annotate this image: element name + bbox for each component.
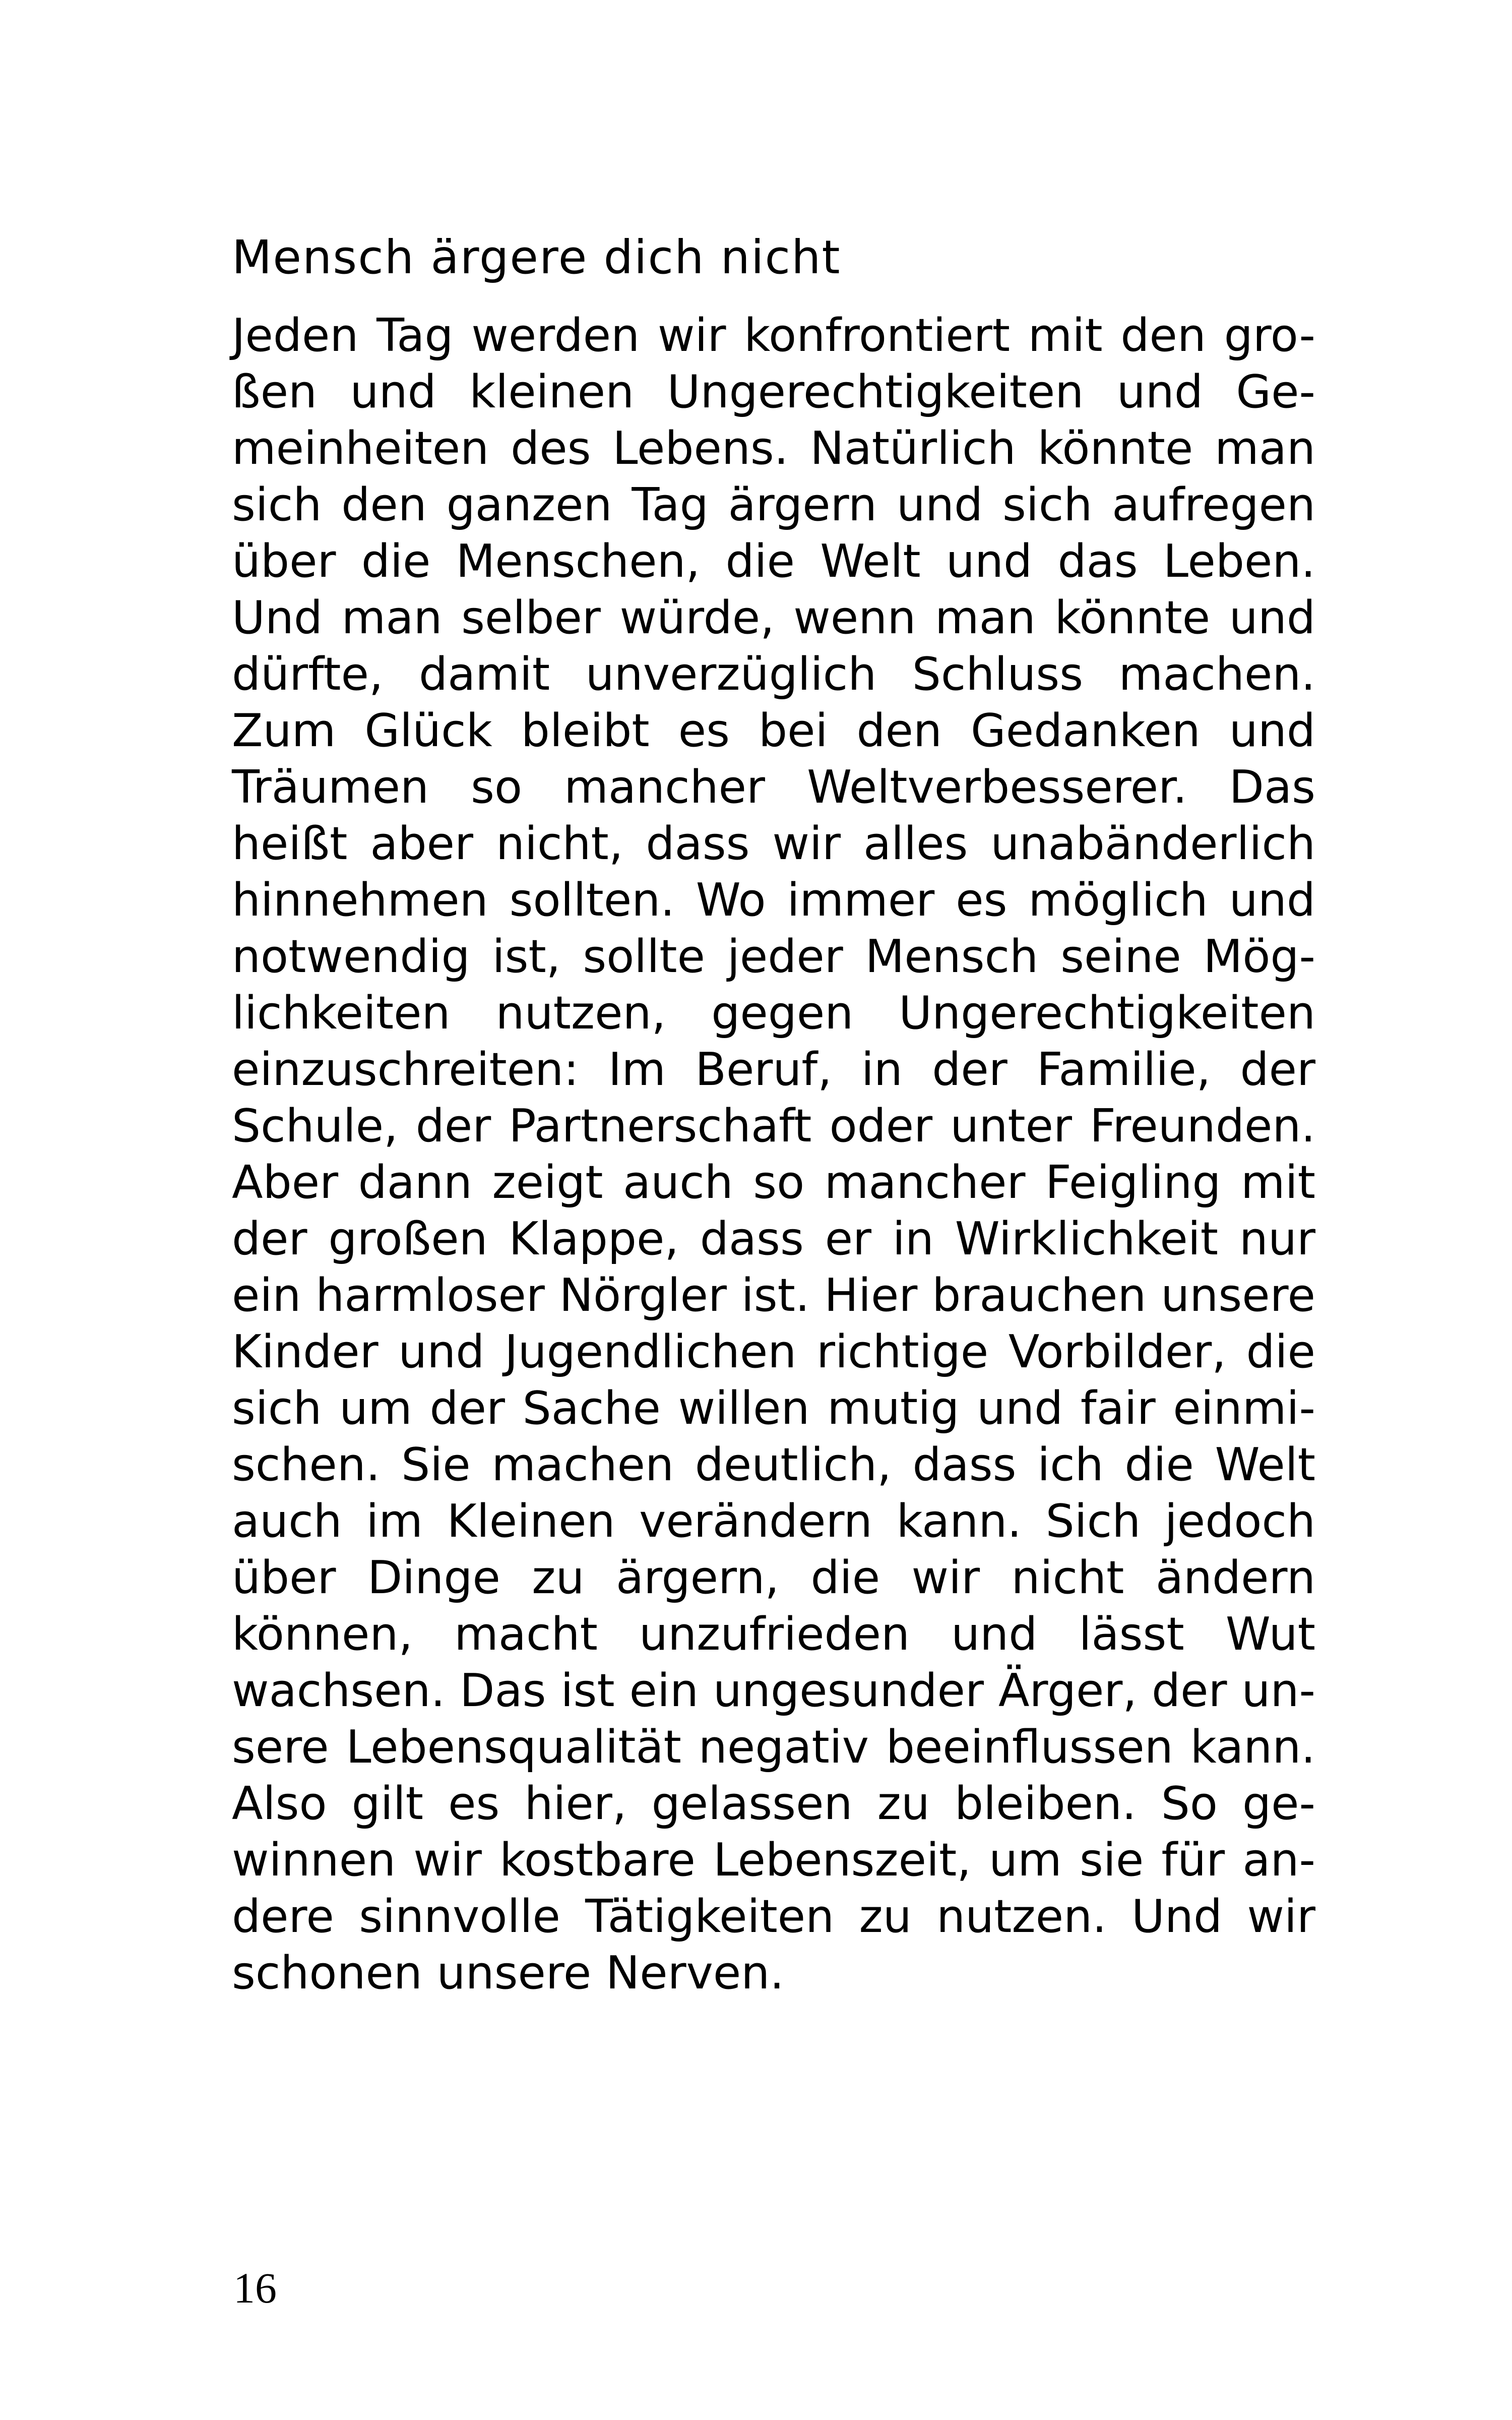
text-line: wachsen. Das ist ein ungesunder Ärger, der un- [232,1664,1315,1717]
text-line: der großen Klappe, dass er in Wirklichkeit nur [232,1213,1315,1265]
text-line: notwendig ist, sollte jeder Mensch seine Mög- [232,930,1315,983]
text-line: ein harmloser Nörgler ist. Hier brauchen unsere [232,1269,1315,1322]
text-line: Kinder und Jugendlichen richtige Vorbilder, die [232,1325,1315,1378]
text-line: Jeden Tag werden wir konfrontiert mit den gro- [232,309,1315,362]
text-line: über die Menschen, die Welt und das Leben. [232,535,1315,588]
text-line: Also gilt es hier, gelassen zu bleiben. So ge- [232,1777,1315,1830]
text-line: auch im Kleinen verändern kann. Sich jedoch [232,1495,1315,1548]
text-line: dürfte, damit unverzüglich Schluss machen. [232,648,1315,701]
text-line: sere Lebensqualität negativ beeinflussen kann. [232,1721,1315,1774]
page-title: Mensch ärgere dich nicht [232,230,841,284]
text-line: schen. Sie machen deutlich, dass ich die Welt [232,1438,1315,1491]
text-line: Schule, der Partnerschaft oder unter Freunden. [232,1100,1315,1153]
body-text [232,308,1315,2002]
text-line: einzuschreiten: Im Beruf, in der Familie, der [232,1043,1315,1096]
text-line: Und man selber würde, wenn man könnte und [232,591,1315,644]
text-line: Träumen so mancher Weltverbesserer. Das [232,761,1315,814]
text-line: sich den ganzen Tag ärgern und sich aufregen [232,478,1315,531]
text-line: winnen wir kostbare Lebenszeit, um sie für an- [232,1834,1315,1887]
text-line: Aber dann zeigt auch so mancher Feigling mit [232,1156,1315,1209]
text-line: dere sinnvolle Tätigkeiten zu nutzen. Und wir [232,1890,1315,1943]
text-line: schonen unsere Nerven. [232,1947,784,2000]
page-number: 16 [233,2264,277,2312]
text-line: Zum Glück bleibt es bei den Gedanken und [232,704,1315,757]
text-line: lichkeiten nutzen, gegen Ungerechtigkeiten [232,987,1315,1040]
text-line: über Dinge zu ärgern, die wir nicht ändern [232,1551,1315,1604]
text-line: hinnehmen sollten. Wo immer es möglich und [232,874,1315,927]
text-line: ßen und kleinen Ungerechtigkeiten und Ge- [232,366,1315,418]
text-line: sich um der Sache willen mutig und fair einmi- [232,1382,1315,1435]
text-line: heißt aber nicht, dass wir alles unabänderlich [232,817,1315,870]
text-line: können, macht unzufrieden und lässt Wut [232,1608,1315,1661]
text-line: meinheiten des Lebens. Natürlich könnte man [232,422,1315,475]
